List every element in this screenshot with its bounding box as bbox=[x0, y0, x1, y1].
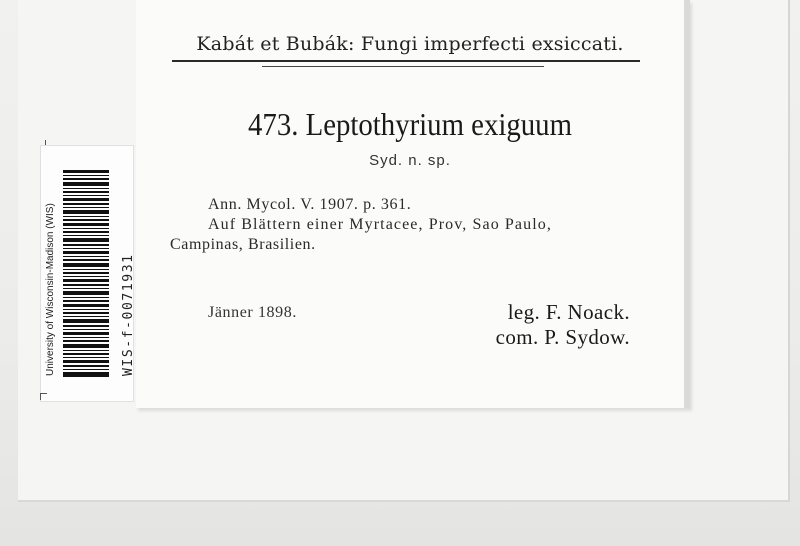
communicator: com. P. Sydow. bbox=[495, 325, 630, 349]
collection-date: Jänner 1898. bbox=[208, 304, 297, 321]
description-line: Campinas, Brasilien. bbox=[170, 236, 316, 253]
header-rule-secondary bbox=[262, 66, 544, 67]
barcode-bars bbox=[63, 170, 109, 377]
header-rule bbox=[172, 60, 640, 62]
description-line: Auf Blättern einer Myrtacee, Prov, Sao Paulo, bbox=[208, 216, 552, 233]
institution-name: University of Wisconsin-Madison (WIS) bbox=[45, 203, 56, 376]
species-author: Syd. n. sp. bbox=[369, 152, 451, 169]
label-header: Kabát et Bubák: Fungi imperfecti exsiccati. bbox=[196, 33, 624, 55]
crop-mark bbox=[40, 393, 47, 400]
species-title: 473. Leptothyrium exiguum bbox=[248, 106, 572, 142]
specimen-label bbox=[136, 0, 690, 408]
description-line: Ann. Mycol. V. 1907. p. 361. bbox=[208, 196, 412, 213]
catalog-number: WIS-f-0071931 bbox=[121, 253, 136, 376]
barcode-label bbox=[40, 145, 134, 402]
collector: leg. F. Noack. bbox=[507, 300, 630, 324]
